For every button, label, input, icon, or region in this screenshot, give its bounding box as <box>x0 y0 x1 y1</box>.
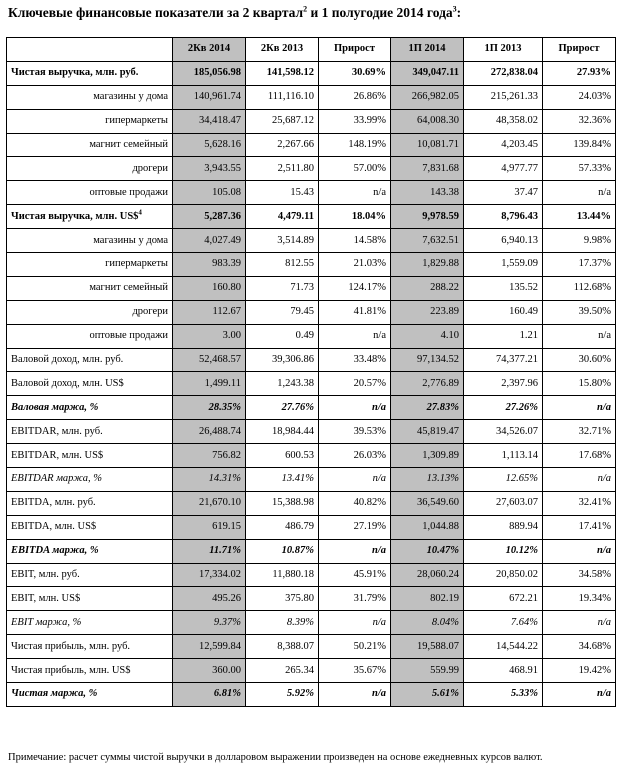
row-label <box>7 635 173 659</box>
value-cell: 5.33% <box>464 683 543 707</box>
row-label <box>7 611 173 635</box>
table-row <box>7 587 616 611</box>
row-label <box>7 563 173 587</box>
table-row <box>7 61 616 85</box>
value-cell: 13.41% <box>246 468 319 492</box>
row-label <box>7 468 173 492</box>
title-footnote-2: 2 <box>303 4 308 14</box>
table-row <box>7 611 616 635</box>
value-cell: 1,499.11 <box>173 372 246 396</box>
value-cell: 74,377.21 <box>464 348 543 372</box>
value-cell: 215,261.33 <box>464 85 543 109</box>
value-cell: 1,243.38 <box>246 372 319 396</box>
financial-table <box>6 37 616 707</box>
value-cell: n/a <box>319 396 391 420</box>
value-cell: 2,397.96 <box>464 372 543 396</box>
value-cell: 27.83% <box>391 396 464 420</box>
table-row <box>7 539 616 563</box>
table-row <box>7 229 616 253</box>
value-cell: 45.91% <box>319 563 391 587</box>
value-cell: 57.33% <box>543 157 616 181</box>
value-cell: 27.26% <box>464 396 543 420</box>
value-cell: 1,113.14 <box>464 444 543 468</box>
header-cell-growth-q: Прирост <box>319 38 391 62</box>
table-row <box>7 348 616 372</box>
row-label-text: EBITDAR маржа, % <box>11 473 103 485</box>
value-cell: 135.52 <box>464 276 543 300</box>
value-cell: 2,267.66 <box>246 133 319 157</box>
value-cell: 600.53 <box>246 444 319 468</box>
table-row <box>7 205 616 229</box>
row-label <box>7 157 173 181</box>
row-label-text: Чистая маржа, % <box>11 688 98 700</box>
row-label <box>7 133 173 157</box>
value-cell: 39.50% <box>543 300 616 324</box>
value-cell: 25,687.12 <box>246 109 319 133</box>
title-text-2: и 1 полугодие 2014 года <box>307 5 453 20</box>
value-cell: 21.03% <box>319 253 391 277</box>
value-cell: 4,027.49 <box>173 229 246 253</box>
row-label <box>7 181 173 205</box>
value-cell: 6,940.13 <box>464 229 543 253</box>
value-cell: 33.99% <box>319 109 391 133</box>
title-text-1: Ключевые финансовые показатели за 2 квартал <box>8 5 304 20</box>
value-cell: 33.48% <box>319 348 391 372</box>
value-cell: n/a <box>543 396 616 420</box>
value-cell: 17.37% <box>543 253 616 277</box>
value-cell: 112.67 <box>173 300 246 324</box>
table-row <box>7 85 616 109</box>
table-row <box>7 276 616 300</box>
row-label-text: Валовой доход, млн. руб. <box>11 354 124 366</box>
value-cell: n/a <box>319 324 391 348</box>
value-cell: 5,628.16 <box>173 133 246 157</box>
value-cell: 26.03% <box>319 444 391 468</box>
value-cell: 486.79 <box>246 515 319 539</box>
value-cell: 288.22 <box>391 276 464 300</box>
value-cell: n/a <box>319 611 391 635</box>
value-cell: n/a <box>543 181 616 205</box>
value-cell: 35.67% <box>319 659 391 683</box>
value-cell: 97,134.52 <box>391 348 464 372</box>
value-cell: 14.31% <box>173 468 246 492</box>
header-cell-label <box>7 38 173 62</box>
row-label <box>7 515 173 539</box>
table-row <box>7 157 616 181</box>
table-row <box>7 372 616 396</box>
value-cell: 79.45 <box>246 300 319 324</box>
value-cell: 32.41% <box>543 491 616 515</box>
value-cell: 5.92% <box>246 683 319 707</box>
table-row <box>7 324 616 348</box>
table-row <box>7 563 616 587</box>
table-row <box>7 659 616 683</box>
value-cell: 18.04% <box>319 205 391 229</box>
value-cell: 32.36% <box>543 109 616 133</box>
value-cell: 8.04% <box>391 611 464 635</box>
header-cell-2q2014: 2Кв 2014 <box>173 38 246 62</box>
value-cell: 11,880.18 <box>246 563 319 587</box>
value-cell: 266,982.05 <box>391 85 464 109</box>
value-cell: 26.86% <box>319 85 391 109</box>
row-label <box>7 276 173 300</box>
value-cell: 889.94 <box>464 515 543 539</box>
value-cell: 17.68% <box>543 444 616 468</box>
value-cell: 124.17% <box>319 276 391 300</box>
value-cell: 2,776.89 <box>391 372 464 396</box>
value-cell: 983.39 <box>173 253 246 277</box>
value-cell: 10.12% <box>464 539 543 563</box>
value-cell: 6.81% <box>173 683 246 707</box>
value-cell: 45,819.47 <box>391 420 464 444</box>
row-label-text: EBITDAR, млн. руб. <box>11 425 103 437</box>
row-label <box>7 61 173 85</box>
value-cell: 8,388.07 <box>246 635 319 659</box>
value-cell: 19.42% <box>543 659 616 683</box>
value-cell: 5.61% <box>391 683 464 707</box>
value-cell: 13.44% <box>543 205 616 229</box>
value-cell: 1.21 <box>464 324 543 348</box>
value-cell: 0.49 <box>246 324 319 348</box>
value-cell: 11.71% <box>173 539 246 563</box>
row-label-text: EBITDA, млн. US$ <box>11 521 97 533</box>
row-label-text: Чистая прибыль, млн. US$ <box>11 664 131 676</box>
value-cell: 28.35% <box>173 396 246 420</box>
value-cell: 1,044.88 <box>391 515 464 539</box>
value-cell: 3.00 <box>173 324 246 348</box>
value-cell: 223.89 <box>391 300 464 324</box>
row-label-text: Чистая выручка, млн. US$ <box>11 210 139 222</box>
value-cell: 3,514.89 <box>246 229 319 253</box>
table-row <box>7 181 616 205</box>
value-cell: 4.10 <box>391 324 464 348</box>
row-label-text: оптовые продажи <box>89 186 168 198</box>
row-label <box>7 444 173 468</box>
row-label <box>7 396 173 420</box>
value-cell: 3,943.55 <box>173 157 246 181</box>
value-cell: 19.34% <box>543 587 616 611</box>
row-label <box>7 109 173 133</box>
value-cell: n/a <box>543 611 616 635</box>
value-cell: 4,977.77 <box>464 157 543 181</box>
value-cell: 39.53% <box>319 420 391 444</box>
value-cell: 57.00% <box>319 157 391 181</box>
row-label-text: дрогери <box>132 306 168 318</box>
value-cell: 41.81% <box>319 300 391 324</box>
value-cell: 7.64% <box>464 611 543 635</box>
value-cell: 9.37% <box>173 611 246 635</box>
value-cell: 105.08 <box>173 181 246 205</box>
value-cell: 1,309.89 <box>391 444 464 468</box>
value-cell: 34,526.07 <box>464 420 543 444</box>
row-label <box>7 348 173 372</box>
value-cell: 143.38 <box>391 181 464 205</box>
row-label-text: Валовая маржа, % <box>11 401 99 413</box>
value-cell: 10.47% <box>391 539 464 563</box>
value-cell: 112.68% <box>543 276 616 300</box>
value-cell: 14.58% <box>319 229 391 253</box>
row-label-text: EBITDA, млн. руб. <box>11 497 96 509</box>
value-cell: 19,588.07 <box>391 635 464 659</box>
row-label <box>7 229 173 253</box>
value-cell: 619.15 <box>173 515 246 539</box>
value-cell: 265.34 <box>246 659 319 683</box>
value-cell: 140,961.74 <box>173 85 246 109</box>
value-cell: 160.80 <box>173 276 246 300</box>
value-cell: 1,829.88 <box>391 253 464 277</box>
value-cell: 272,838.04 <box>464 61 543 85</box>
value-cell: 32.71% <box>543 420 616 444</box>
row-footnote-marker: 4 <box>138 208 142 217</box>
row-label <box>7 253 173 277</box>
table-row <box>7 420 616 444</box>
row-label-text: EBITDA маржа, % <box>11 545 99 557</box>
value-cell: n/a <box>543 539 616 563</box>
value-cell: 20,850.02 <box>464 563 543 587</box>
title-footnote-3: 3 <box>452 4 457 14</box>
value-cell: 468.91 <box>464 659 543 683</box>
value-cell: 14,544.22 <box>464 635 543 659</box>
header-cell-growth-h: Прирост <box>543 38 616 62</box>
value-cell: 111,116.10 <box>246 85 319 109</box>
table-row <box>7 396 616 420</box>
value-cell: n/a <box>543 683 616 707</box>
title-text-3: : <box>456 5 462 20</box>
row-label-text: EBITDAR, млн. US$ <box>11 449 104 461</box>
value-cell: 1,559.09 <box>464 253 543 277</box>
value-cell: 34,418.47 <box>173 109 246 133</box>
row-label <box>7 205 173 229</box>
table-row <box>7 444 616 468</box>
value-cell: 17,334.02 <box>173 563 246 587</box>
value-cell: 812.55 <box>246 253 319 277</box>
value-cell: 40.82% <box>319 491 391 515</box>
row-label-text: EBIT маржа, % <box>11 616 82 628</box>
value-cell: 34.58% <box>543 563 616 587</box>
value-cell: 185,056.98 <box>173 61 246 85</box>
value-cell: n/a <box>319 683 391 707</box>
table-header-row <box>7 38 616 62</box>
row-label-text: EBIT, млн. US$ <box>11 592 81 604</box>
row-label-text: гипермаркеты <box>105 258 168 270</box>
value-cell: n/a <box>319 181 391 205</box>
value-cell: n/a <box>543 324 616 348</box>
footnote-note: Примечание: расчет суммы чистой выручки в долларовом выражении произведен на основе ежедневных курсов валют. <box>8 752 543 763</box>
value-cell: 349,047.11 <box>391 61 464 85</box>
value-cell: 27.19% <box>319 515 391 539</box>
value-cell: 12.65% <box>464 468 543 492</box>
value-cell: 21,670.10 <box>173 491 246 515</box>
row-label-text: магнит семейный <box>89 282 168 294</box>
value-cell: 48,358.02 <box>464 109 543 133</box>
value-cell: 7,831.68 <box>391 157 464 181</box>
page-title <box>8 5 461 21</box>
value-cell: 15.43 <box>246 181 319 205</box>
value-cell: 50.21% <box>319 635 391 659</box>
row-label <box>7 491 173 515</box>
row-label <box>7 300 173 324</box>
value-cell: 2,511.80 <box>246 157 319 181</box>
row-label-text: магазины у дома <box>93 234 168 246</box>
row-label-text: магнит семейный <box>89 139 168 150</box>
value-cell: 4,479.11 <box>246 205 319 229</box>
value-cell: 26,488.74 <box>173 420 246 444</box>
value-cell: 495.26 <box>173 587 246 611</box>
row-label <box>7 539 173 563</box>
value-cell: 8,796.43 <box>464 205 543 229</box>
row-label-text: гипермаркеты <box>105 115 168 127</box>
value-cell: 17.41% <box>543 515 616 539</box>
table-row <box>7 635 616 659</box>
value-cell: 8.39% <box>246 611 319 635</box>
value-cell: 9.98% <box>543 229 616 253</box>
value-cell: 27,603.07 <box>464 491 543 515</box>
value-cell: 30.60% <box>543 348 616 372</box>
value-cell: 31.79% <box>319 587 391 611</box>
value-cell: 10.87% <box>246 539 319 563</box>
row-label-text: оптовые продажи <box>89 330 168 342</box>
value-cell: 375.80 <box>246 587 319 611</box>
value-cell: 24.03% <box>543 85 616 109</box>
value-cell: 20.57% <box>319 372 391 396</box>
value-cell: 139.84% <box>543 133 616 157</box>
value-cell: 28,060.24 <box>391 563 464 587</box>
row-label-text: EBIT, млн. руб. <box>11 569 80 581</box>
value-cell: n/a <box>319 468 391 492</box>
value-cell: 160.49 <box>464 300 543 324</box>
value-cell: 148.19% <box>319 133 391 157</box>
row-label-text: Чистая выручка, млн. руб. <box>11 67 139 79</box>
table-row <box>7 133 616 157</box>
value-cell: 7,632.51 <box>391 229 464 253</box>
value-cell: 71.73 <box>246 276 319 300</box>
table-row <box>7 468 616 492</box>
value-cell: 9,978.59 <box>391 205 464 229</box>
value-cell: 64,008.30 <box>391 109 464 133</box>
value-cell: 802.19 <box>391 587 464 611</box>
table-row <box>7 300 616 324</box>
value-cell: 36,549.60 <box>391 491 464 515</box>
row-label-text: дрогери <box>132 162 168 174</box>
row-label <box>7 659 173 683</box>
header-cell-1h2014: 1П 2014 <box>391 38 464 62</box>
row-label-text: магазины у дома <box>93 91 168 103</box>
row-label <box>7 372 173 396</box>
header-cell-1h2013: 1П 2013 <box>464 38 543 62</box>
value-cell: 360.00 <box>173 659 246 683</box>
value-cell: 13.13% <box>391 468 464 492</box>
header-cell-2q2013: 2Кв 2013 <box>246 38 319 62</box>
table-row <box>7 253 616 277</box>
table-row <box>7 109 616 133</box>
value-cell: 5,287.36 <box>173 205 246 229</box>
value-cell: 34.68% <box>543 635 616 659</box>
value-cell: 15.80% <box>543 372 616 396</box>
value-cell: 39,306.86 <box>246 348 319 372</box>
row-label-text: Валовой доход, млн. US$ <box>11 377 124 389</box>
row-label <box>7 683 173 707</box>
value-cell: 4,203.45 <box>464 133 543 157</box>
value-cell: 52,468.57 <box>173 348 246 372</box>
value-cell: 27.76% <box>246 396 319 420</box>
table-row <box>7 515 616 539</box>
value-cell: 30.69% <box>319 61 391 85</box>
value-cell: 756.82 <box>173 444 246 468</box>
row-label <box>7 420 173 444</box>
value-cell: n/a <box>319 539 391 563</box>
value-cell: 12,599.84 <box>173 635 246 659</box>
table-row <box>7 491 616 515</box>
value-cell: 10,081.71 <box>391 133 464 157</box>
value-cell: 141,598.12 <box>246 61 319 85</box>
value-cell: 672.21 <box>464 587 543 611</box>
row-label-text: Чистая прибыль, млн. руб. <box>11 640 131 652</box>
value-cell: 18,984.44 <box>246 420 319 444</box>
value-cell: n/a <box>543 468 616 492</box>
row-label <box>7 324 173 348</box>
value-cell: 559.99 <box>391 659 464 683</box>
value-cell: 27.93% <box>543 61 616 85</box>
row-label <box>7 587 173 611</box>
row-label <box>7 85 173 109</box>
value-cell: 37.47 <box>464 181 543 205</box>
table-row <box>7 683 616 707</box>
value-cell: 15,388.98 <box>246 491 319 515</box>
